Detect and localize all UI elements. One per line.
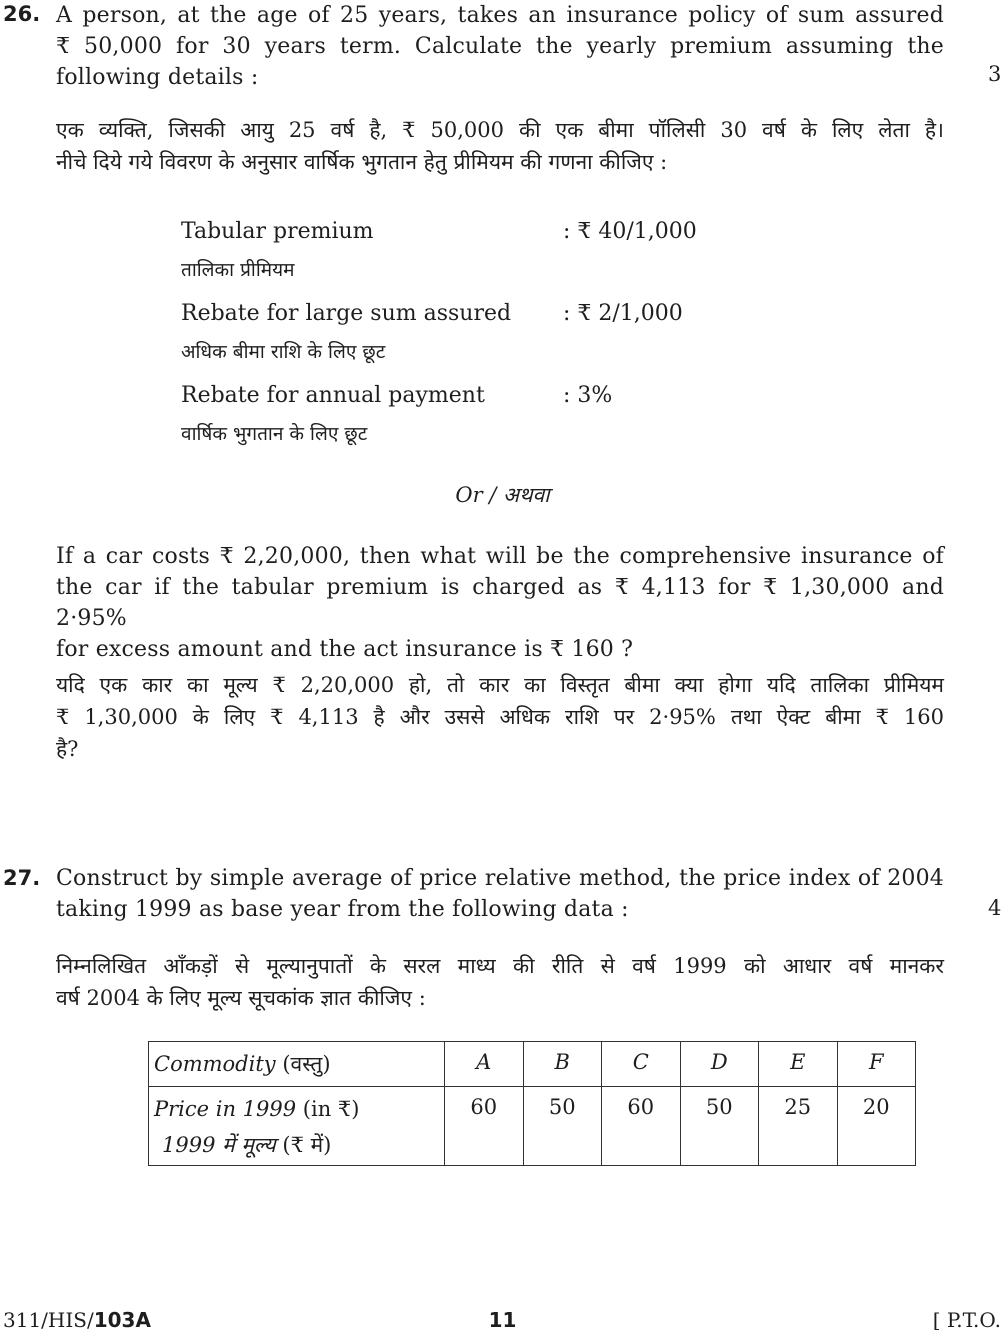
pto-label: [ P.T.O. [932, 1308, 1001, 1332]
detail-3-value: : 3% [563, 383, 613, 408]
question-26-text-en [56, 0, 944, 93]
q26-alt-hi-line-2: ₹ 1,30,000 के लिए ₹ 4,113 है और उससे अधिक राशि पर 2·95% तथा ऐक्ट बीमा ₹ 160 [56, 705, 944, 729]
table-header-col-d: D [680, 1042, 759, 1087]
q26-en-line-1: A person, at the age of 25 years, takes an insurance policy of sum assured [56, 3, 944, 28]
q26-alt-hi-line-1: यदि एक कार का मूल्य ₹ 2,20,000 हो, तो कार का विस्तृत बीमा क्या होगा यदि तालिका प्रीमियम [56, 673, 944, 697]
detail-2-label-hi: अधिक बीमा राशि के लिए छूट [181, 341, 386, 363]
q26-en-line-2: ₹ 50,000 for 30 years term. Calculate the yearly premium assuming the [56, 34, 944, 59]
table-header-col-a: A [445, 1042, 524, 1087]
detail-3-label-hi: वार्षिक भुगतान के लिए छूट [181, 423, 368, 445]
detail-2-value: : ₹ 2/1,000 [563, 301, 683, 326]
q27-hi-line-2: वर्ष 2004 के लिए मूल्य सूचकांक ज्ञात कीजिए : [56, 986, 426, 1010]
q26-alt-en-line-1: If a car costs ₹ 2,20,000, then what will be the comprehensive insurance of [56, 544, 944, 569]
table-header-row [149, 1042, 916, 1087]
question-27-text-en [56, 863, 944, 925]
detail-1-label-hi: तालिका प्रीमियम [181, 259, 295, 281]
price-table [148, 1041, 916, 1166]
table-cell-f: 20 [837, 1087, 916, 1166]
q26-alt-hi-line-3: है? [56, 737, 79, 761]
paper-code: 311/HIS/103A [3, 1308, 151, 1332]
question-26-text-hi [56, 114, 944, 178]
table-header-col-c: C [602, 1042, 681, 1087]
table-header-col-e: E [759, 1042, 838, 1087]
question-26-alt-text-hi [56, 669, 944, 765]
table-row-label: Price in 1999 (in ₹) 1999 में मूल्य (₹ में) [149, 1087, 445, 1166]
or-separator: Or / अथवा [455, 483, 550, 507]
q27-en-line-2: taking 1999 as base year from the following data : [56, 897, 629, 922]
question-26-marks: 3 [988, 62, 1002, 86]
table-cell-c: 60 [602, 1087, 681, 1166]
table-header-commodity: Commodity (वस्तु) [149, 1042, 445, 1087]
q26-en-line-3: following details : [56, 65, 259, 90]
table-cell-e: 25 [759, 1087, 838, 1166]
table-cell-d: 50 [680, 1087, 759, 1166]
table-header-col-f: F [837, 1042, 916, 1087]
table-cell-b: 50 [523, 1087, 602, 1166]
question-26-alt-text-en [56, 541, 944, 665]
q26-hi-line-1: एक व्यक्ति, जिसकी आयु 25 वर्ष है, ₹ 50,000 की एक बीमा पॉलिसी 30 वर्ष के लिए लेता है। [56, 118, 944, 142]
q26-alt-en-line-2: the car if the tabular premium is charged as ₹ 4,113 for ₹ 1,30,000 and 2·95% [56, 575, 944, 631]
table-row [149, 1087, 916, 1166]
q27-hi-line-1: निम्नलिखित आँकड़ों से मूल्यानुपातों के सरल माध्य की रीति से वर्ष 1999 को आधार वर्ष मानकर [56, 954, 944, 978]
question-27-marks: 4 [988, 896, 1002, 920]
question-27-number: 27. [3, 866, 41, 890]
question-26-number: 26. [3, 2, 41, 26]
detail-1-value: : ₹ 40/1,000 [563, 219, 697, 244]
table-cell-a: 60 [445, 1087, 524, 1166]
page-number: 11 [488, 1308, 517, 1332]
q27-en-line-1: Construct by simple average of price relative method, the price index of 2004 [56, 866, 944, 891]
q26-alt-en-line-3: for excess amount and the act insurance is ₹ 160 ? [56, 637, 634, 662]
question-27-text-hi [56, 950, 944, 1014]
table-header-col-b: B [523, 1042, 602, 1087]
detail-3-label-en: Rebate for annual payment [181, 383, 485, 408]
q26-hi-line-2: नीचे दिये गये विवरण के अनुसार वार्षिक भुगतान हेतु प्रीमियम की गणना कीजिए : [56, 150, 668, 174]
detail-1-label-en: Tabular premium [181, 219, 374, 244]
detail-2-label-en: Rebate for large sum assured [181, 301, 512, 326]
